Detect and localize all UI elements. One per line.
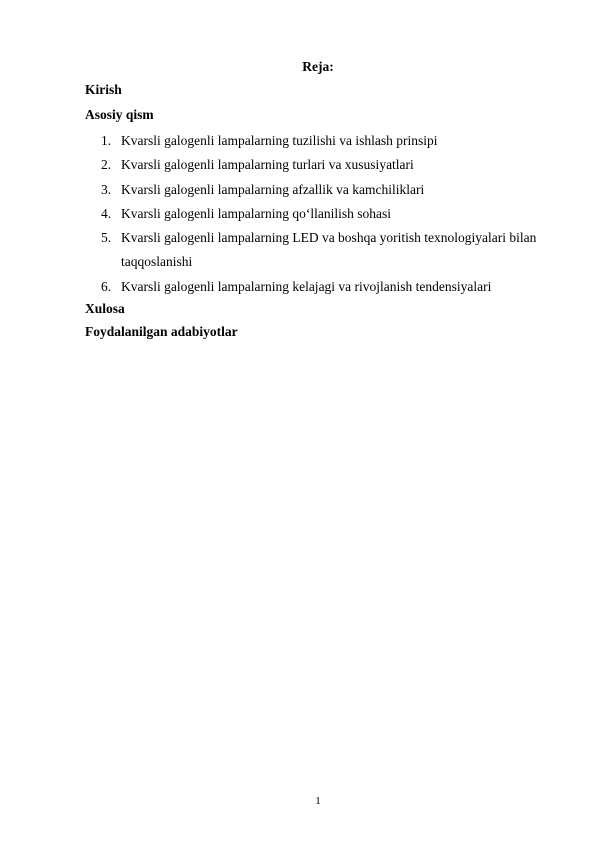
intro-heading: Kirish bbox=[85, 82, 122, 97]
page-number: 1 bbox=[315, 795, 321, 807]
plan-title: Reja: bbox=[302, 59, 334, 74]
list-item-text: Kvarsli galogenli lampalarning kelajagi va rivojlanish tendensiyalari bbox=[121, 278, 492, 294]
list-item bbox=[85, 153, 555, 177]
list-item-text: Kvarsli galogenli lampalarning turlari va xususiyatlari bbox=[121, 157, 414, 173]
conclusion-heading: Xulosa bbox=[85, 301, 125, 316]
list-item bbox=[85, 202, 555, 226]
list-item bbox=[85, 129, 555, 153]
list-item-text: Kvarsli galogenli lampalarning LED va boshqa yoritish texnologiyalari bilan taqqoslanishi bbox=[121, 230, 537, 270]
contents-list bbox=[85, 129, 555, 299]
list-item-number: 5. bbox=[101, 230, 112, 246]
references-heading: Foydalanilgan adabiyotlar bbox=[85, 324, 238, 339]
list-item-text: Kvarsli galogenli lampalarning tuzilishi va ishlash prinsipi bbox=[121, 133, 438, 148]
list-item bbox=[85, 275, 555, 299]
list-item-number: 3. bbox=[101, 181, 112, 197]
list-item-text: Kvarsli galogenli lampalarning qo‘llanilish sohasi bbox=[121, 205, 391, 221]
list-item-number: 1. bbox=[101, 133, 112, 148]
list-item bbox=[85, 178, 555, 202]
list-item-number: 4. bbox=[101, 205, 112, 221]
list-item bbox=[85, 226, 555, 275]
list-item-number: 6. bbox=[101, 278, 112, 294]
list-item-number: 2. bbox=[101, 157, 112, 173]
list-item-text: Kvarsli galogenli lampalarning afzallik va kamchiliklari bbox=[121, 181, 425, 197]
main-part-heading: Asosiy qism bbox=[85, 107, 154, 122]
